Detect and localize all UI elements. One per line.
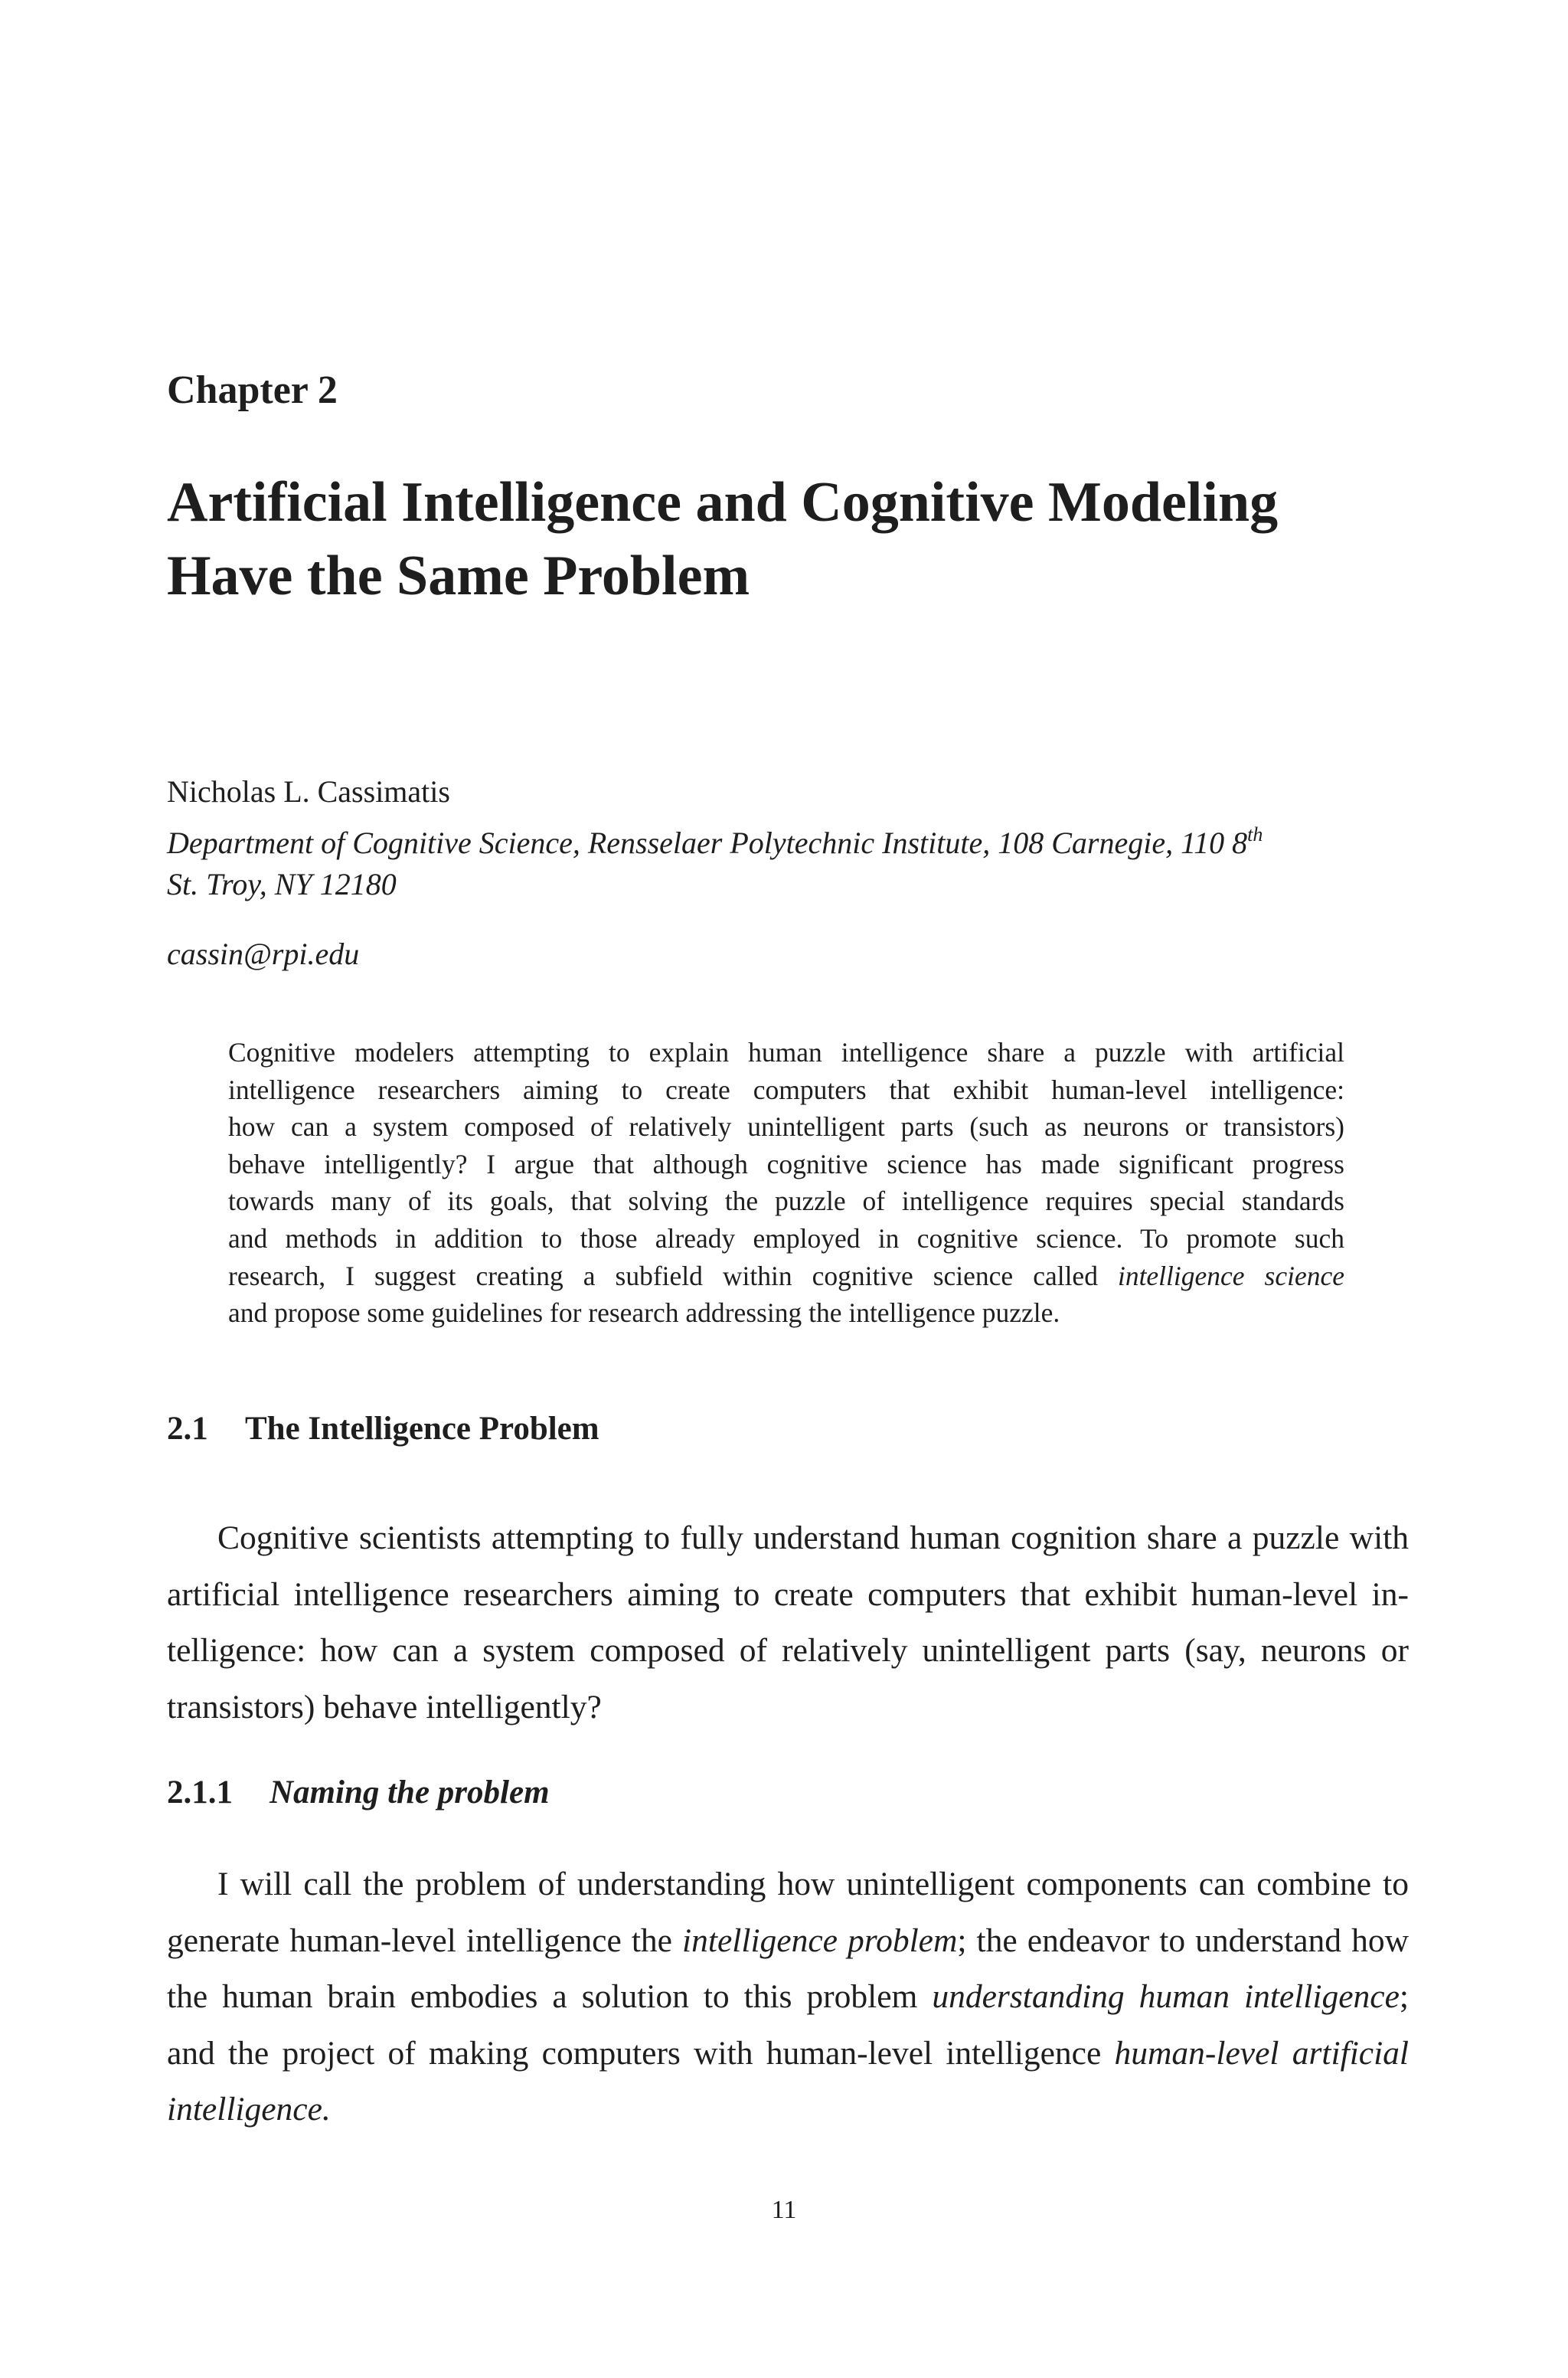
term-intelligence-problem: intelligence problem: [682, 1922, 958, 1959]
paragraph-line: Cognitive scientists attempting to fully understand human cognition share a puzzle with: [217, 1519, 1409, 1556]
chapter-title-line-1: Artificial Intelligence and Cognitive Modeling: [167, 471, 1279, 534]
abstract: [228, 1034, 1344, 1332]
paragraph-line: telligence: how can a system composed of relatively unintelligent parts (say, neurons or: [167, 1632, 1409, 1669]
affiliation-line-2: St. Troy, NY 12180: [167, 867, 397, 901]
chapter-label: Chapter 2: [167, 368, 338, 412]
paragraph-line: I will call the problem of understanding how unintelligent components can combine to: [217, 1866, 1409, 1902]
term-human-level-ai: human-level artificial: [1114, 2034, 1410, 2072]
subsection-paragraph: [167, 1856, 1409, 2138]
author-affiliation: [167, 823, 1438, 905]
section-title: The Intelligence Problem: [245, 1411, 599, 1447]
abstract-line: how can a system composed of relatively unintelligent parts (such as neurons or transistors): [228, 1111, 1344, 1143]
abstract-line: and propose some guidelines for research addressing the intelligence puzzle.: [228, 1297, 1060, 1329]
section-paragraph: [167, 1510, 1409, 1735]
paragraph-line: [167, 2026, 1409, 2082]
paragraph-line: transistors) behave intelligently?: [167, 1688, 602, 1725]
abstract-line: Cognitive modelers attempting to explain human intelligence share a puzzle with artificial: [228, 1037, 1344, 1068]
abstract-text: research, I suggest creating a subfield within cognitive science called: [228, 1260, 1118, 1291]
author-name: Nicholas L. Cassimatis: [167, 774, 450, 809]
author-email: cassin@rpi.edu: [167, 937, 360, 971]
term-human-level-ai-cont: intelligence.: [167, 2091, 331, 2128]
chapter-title: [167, 466, 1430, 613]
paragraph-text: and the project of making computers with human-level intelligence: [167, 2034, 1115, 2072]
abstract-line: intelligence researchers aiming to create computers that exhibit human-level intelligence:: [228, 1074, 1344, 1105]
abstract-emphasis: intelligence science: [1117, 1260, 1345, 1291]
abstract-line: behave intelligently? I argue that although cognitive science has made significant progress: [228, 1148, 1344, 1179]
paragraph-text: the human brain embodies a solution to this problem: [167, 1978, 933, 2015]
section-number: 2.1: [167, 1411, 208, 1447]
subsection-title: Naming the problem: [270, 1775, 550, 1810]
paragraph-line: [167, 1913, 1409, 1970]
abstract-line: [228, 1258, 1344, 1295]
abstract-line: towards many of its goals, that solving the puzzle of intelligence requires special standards: [228, 1186, 1344, 1217]
affiliation-text: Department of Cognitive Science, Rensselaer Polytechnic Institute, 108 Carnegie, 110 8: [167, 826, 1248, 860]
affiliation-line-1: [167, 823, 1438, 864]
subsection-heading: [167, 1775, 550, 1811]
affiliation-superscript: th: [1247, 823, 1263, 846]
paragraph-text: ;: [1399, 1978, 1409, 2015]
chapter-title-line-2: Have the Same Problem: [167, 545, 750, 607]
paragraph-text: ; the endeavor to understand how: [957, 1922, 1409, 1959]
section-heading: [167, 1411, 599, 1447]
paragraph-line: [167, 1969, 1409, 2026]
term-understanding-human-intelligence: understanding human intelligence: [932, 1978, 1400, 2015]
paragraph-text: generate human-level intelligence the: [167, 1922, 683, 1959]
subsection-number: 2.1.1: [167, 1775, 233, 1810]
page-number: 11: [771, 2196, 797, 2224]
paragraph-line: [167, 2082, 1409, 2138]
paragraph-line: artificial intelligence researchers aiming to create computers that exhibit human-level in-: [167, 1575, 1409, 1613]
abstract-line: and methods in addition to those already employed in cognitive science. To promote such: [228, 1222, 1344, 1254]
